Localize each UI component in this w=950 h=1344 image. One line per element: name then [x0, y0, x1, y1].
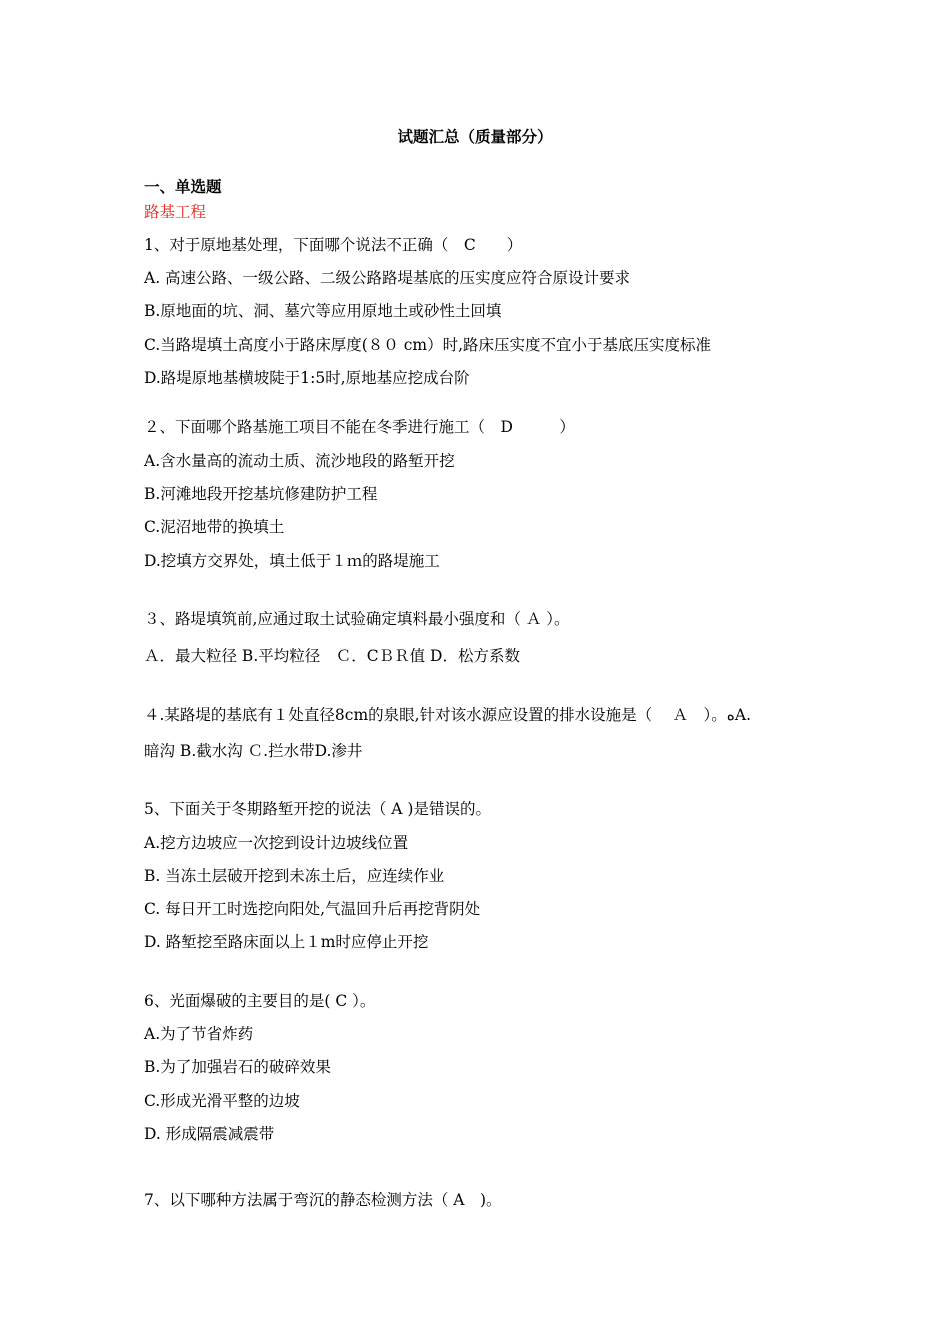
option-5b: B. 当冻土层破开挖到未冻土后，应连续作业 [144, 867, 445, 885]
option-1a: A. 高速公路、一级公路、二级公路路堤基底的压实度应符合原设计要求 [144, 269, 631, 287]
option-1b: B.原地面的坑、洞、墓穴等应用原地土或砂性土回填 [144, 302, 502, 320]
page-title: 试题汇总（质量部分） [397, 127, 553, 146]
question-2: ２、下面哪个路基施工项目不能在冬季进行施工（ D ） [144, 418, 575, 436]
option-5d: D. 路堑挖至路床面以上１m时应停止开挖 [144, 933, 429, 951]
option-1c: C.当路堤填土高度小于路床厚度(８０ cm）时,路床压实度不宜小于基底压实度标准 [144, 336, 712, 354]
question-1: 1、对于原地基处理，下面哪个说法不正确（ C ） [144, 236, 523, 254]
question-6: 6、光面爆破的主要目的是( C ）。 [144, 992, 376, 1010]
option-2b: B.河滩地段开挖基坑修建防护工程 [144, 485, 378, 503]
question-7: 7、以下哪种方法属于弯沉的静态检测方法（ A )。 [144, 1191, 502, 1209]
option-6c: C.形成光滑平整的边坡 [144, 1092, 300, 1110]
option-1d: D.路堤原地基横坡陡于1:5时,原地基应挖成台阶 [144, 369, 470, 387]
category-label: 路基工程 [144, 203, 207, 221]
option-5c: C. 每日开工时选挖向阳处,气温回升后再挖背阴处 [144, 900, 481, 918]
option-2d: D.挖填方交界处，填土低于１ｍ的路堤施工 [144, 552, 440, 570]
options-4: 暗沟 B.截水沟 Ｃ.拦水带D.渗井 [144, 742, 363, 760]
option-6a: A.为了节省炸药 [144, 1025, 254, 1043]
section-heading: 一、单选题 [144, 177, 222, 196]
option-6d: D. 形成隔震减震带 [144, 1125, 275, 1143]
option-6b: B.为了加强岩石的破碎效果 [144, 1058, 331, 1076]
option-2c: C.泥沼地带的换填土 [144, 518, 285, 536]
question-4: ４.某路堤的基底有１处直径8cm的泉眼,针对该水源应设置的排水设施是（ Ａ ）。ﻩA. [144, 706, 752, 724]
question-5: 5、下面关于冬期路堑开挖的说法（ A )是错误的。 [144, 800, 491, 818]
options-3: Ａ．最大粒径 B.平均粒径 Ｃ．CＢＲ值 D．松方系数 [144, 647, 520, 665]
option-2a: A.含水量高的流动土质、流沙地段的路堑开挖 [144, 452, 455, 470]
question-3: ３、路堤填筑前,应通过取土试验确定填料最小强度和（ Ａ ）。 [144, 610, 570, 628]
option-5a: A.挖方边坡应一次挖到设计边坡线位置 [144, 834, 409, 852]
